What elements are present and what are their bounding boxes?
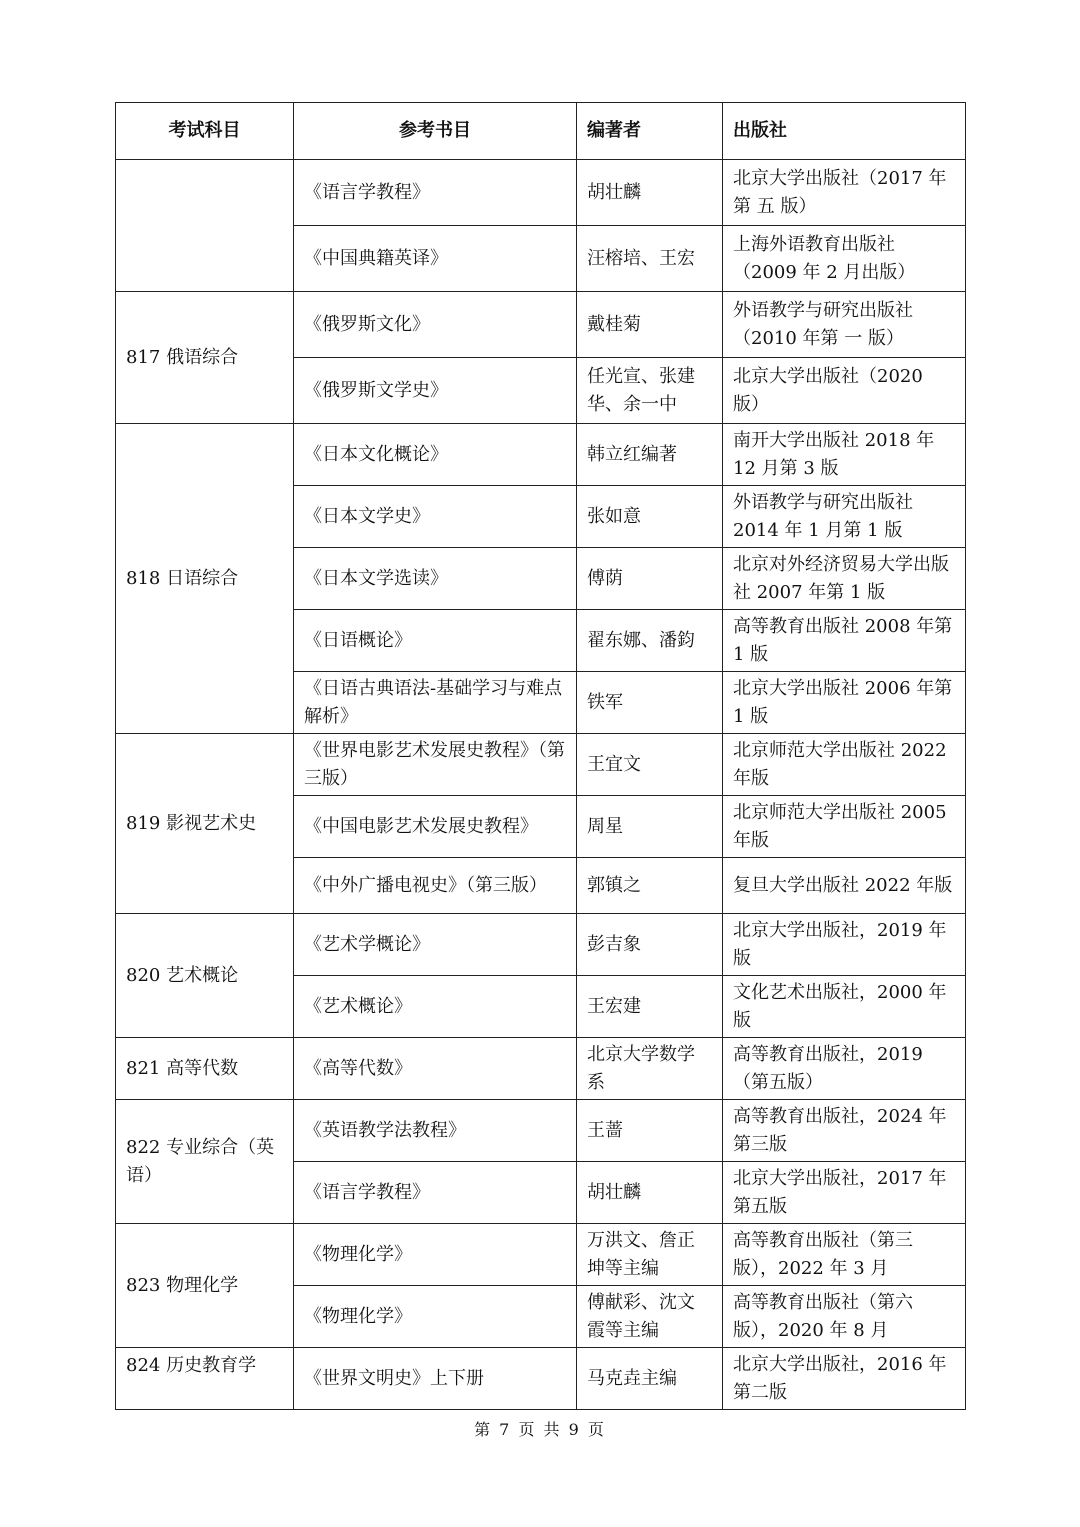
table-row — [116, 1348, 966, 1410]
author-cell: 北京大学数学系 — [577, 1038, 723, 1100]
book-cell: 《世界文明史》上下册 — [294, 1348, 577, 1410]
publisher-cell: 上海外语教育出版社（2009 年 2 月出版） — [723, 226, 966, 292]
publisher-cell: 北京大学出版社 2006 年第 1 版 — [723, 672, 966, 734]
subject-cell: 820 艺术概论 — [116, 914, 294, 1038]
subject-cell: 821 高等代数 — [116, 1038, 294, 1100]
table-body — [116, 160, 966, 1410]
author-cell: 胡壮麟 — [577, 160, 723, 226]
publisher-cell: 北京对外经济贸易大学出版社 2007 年第 1 版 — [723, 548, 966, 610]
subject-cell: 819 影视艺术史 — [116, 734, 294, 914]
subject-cell: 822 专业综合（英语） — [116, 1100, 294, 1224]
subject-cell: 823 物理化学 — [116, 1224, 294, 1348]
subject-cell: 818 日语综合 — [116, 424, 294, 734]
author-cell: 傅献彩、沈文霞等主编 — [577, 1286, 723, 1348]
author-cell: 周星 — [577, 796, 723, 858]
author-cell: 任光宣、张建华、余一中 — [577, 358, 723, 424]
subject-cell: 817 俄语综合 — [116, 292, 294, 424]
header-row — [116, 103, 966, 160]
author-cell: 韩立红编著 — [577, 424, 723, 486]
table-row — [116, 424, 966, 486]
book-cell: 《英语教学法教程》 — [294, 1100, 577, 1162]
header-subject: 考试科目 — [116, 103, 294, 160]
publisher-cell: 北京大学出版社，2017 年第五版 — [723, 1162, 966, 1224]
publisher-cell: 高等教育出版社，2024 年第三版 — [723, 1100, 966, 1162]
publisher-cell: 北京师范大学出版社 2022 年版 — [723, 734, 966, 796]
table-row — [116, 914, 966, 976]
table-row — [116, 1224, 966, 1286]
header-author: 编著者 — [577, 103, 723, 160]
publisher-cell: 北京大学出版社（2020 版） — [723, 358, 966, 424]
book-cell: 《中国典籍英译》 — [294, 226, 577, 292]
book-cell: 《日语概论》 — [294, 610, 577, 672]
author-cell: 王蔷 — [577, 1100, 723, 1162]
publisher-cell: 高等教育出版社 2008 年第 1 版 — [723, 610, 966, 672]
book-cell: 《高等代数》 — [294, 1038, 577, 1100]
publisher-cell: 高等教育出版社（第六版），2020 年 8 月 — [723, 1286, 966, 1348]
author-cell: 王宜文 — [577, 734, 723, 796]
publisher-cell: 外语教学与研究出版社 2014 年 1 月第 1 版 — [723, 486, 966, 548]
publisher-cell: 高等教育出版社（第三版），2022 年 3 月 — [723, 1224, 966, 1286]
author-cell: 铁军 — [577, 672, 723, 734]
book-cell: 《语言学教程》 — [294, 1162, 577, 1224]
author-cell: 郭镇之 — [577, 858, 723, 914]
book-cell: 《世界电影艺术发展史教程》（第三版） — [294, 734, 577, 796]
table-row — [116, 292, 966, 358]
author-cell: 万洪文、詹正坤等主编 — [577, 1224, 723, 1286]
publisher-cell: 外语教学与研究出版社（2010 年第 一 版） — [723, 292, 966, 358]
book-cell: 《艺术学概论》 — [294, 914, 577, 976]
publisher-cell: 南开大学出版社 2018 年 12 月第 3 版 — [723, 424, 966, 486]
page-footer: 第 7 页 共 9 页 — [474, 1420, 606, 1439]
book-cell: 《俄罗斯文化》 — [294, 292, 577, 358]
author-cell: 翟东娜、潘鈞 — [577, 610, 723, 672]
subject-cell — [116, 160, 294, 292]
book-cell: 《艺术概论》 — [294, 976, 577, 1038]
table-row — [116, 1100, 966, 1162]
table-row — [116, 1038, 966, 1100]
book-cell: 《俄罗斯文学史》 — [294, 358, 577, 424]
header-book: 参考书目 — [294, 103, 577, 160]
book-cell: 《语言学教程》 — [294, 160, 577, 226]
author-cell: 马克垚主编 — [577, 1348, 723, 1410]
header-publisher: 出版社 — [723, 103, 966, 160]
book-cell: 《日本文学史》 — [294, 486, 577, 548]
table-row — [116, 160, 966, 226]
book-cell: 《日语古典语法-基础学习与难点解析》 — [294, 672, 577, 734]
author-cell: 张如意 — [577, 486, 723, 548]
publisher-cell: 北京大学出版社，2016 年第二版 — [723, 1348, 966, 1410]
publisher-cell: 北京师范大学出版社 2005 年版 — [723, 796, 966, 858]
author-cell: 汪榕培、王宏 — [577, 226, 723, 292]
book-cell: 《日本文学选读》 — [294, 548, 577, 610]
author-cell: 王宏建 — [577, 976, 723, 1038]
book-cell: 《日本文化概论》 — [294, 424, 577, 486]
table-row — [116, 734, 966, 796]
subject-cell: 824 历史教育学 — [116, 1348, 294, 1410]
publisher-cell: 北京大学出版社（2017 年第 五 版） — [723, 160, 966, 226]
publisher-cell: 复旦大学出版社 2022 年版 — [723, 858, 966, 914]
book-cell: 《中国电影艺术发展史教程》 — [294, 796, 577, 858]
author-cell: 彭吉象 — [577, 914, 723, 976]
reference-books-table — [115, 102, 966, 1410]
author-cell: 戴桂菊 — [577, 292, 723, 358]
book-cell: 《中外广播电视史》（第三版） — [294, 858, 577, 914]
author-cell: 胡壮麟 — [577, 1162, 723, 1224]
publisher-cell: 高等教育出版社，2019（第五版） — [723, 1038, 966, 1100]
author-cell: 傅荫 — [577, 548, 723, 610]
publisher-cell: 文化艺术出版社，2000 年版 — [723, 976, 966, 1038]
book-cell: 《物理化学》 — [294, 1224, 577, 1286]
book-cell: 《物理化学》 — [294, 1286, 577, 1348]
publisher-cell: 北京大学出版社，2019 年版 — [723, 914, 966, 976]
